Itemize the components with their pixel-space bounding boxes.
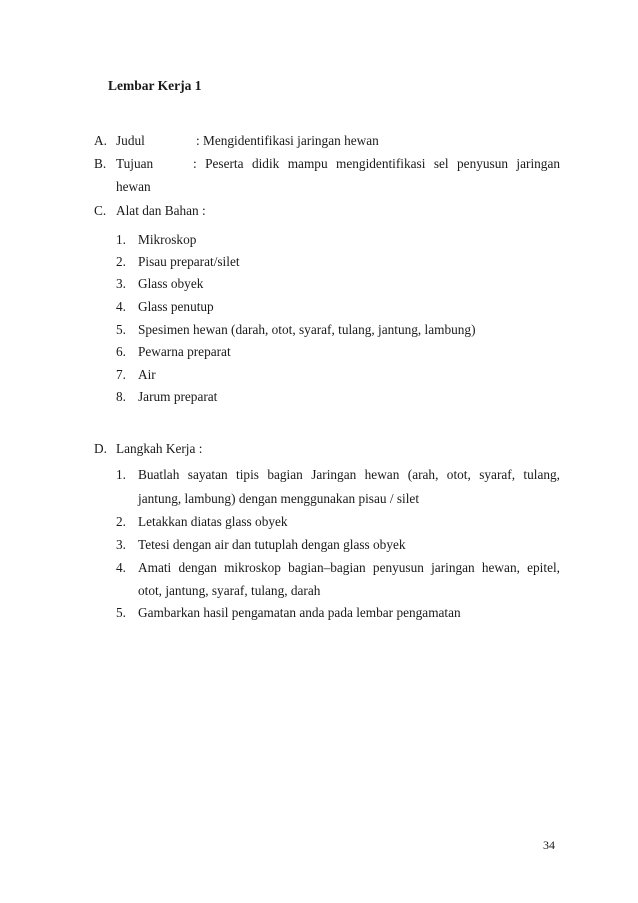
list-item: Glass penutup (138, 299, 214, 314)
list-item-number: 1. (116, 232, 126, 247)
list-item-number: 5. (116, 322, 126, 337)
list-item-number: 7. (116, 367, 126, 382)
section-c-label: Alat dan Bahan : (116, 203, 206, 218)
list-item: Air (138, 367, 156, 382)
section-a-letter: A. (94, 133, 107, 148)
worksheet-title: Lembar Kerja 1 (108, 78, 202, 93)
section-b-letter: B. (94, 156, 107, 171)
list-item-number: 4. (116, 299, 126, 314)
section-d-label: Langkah Kerja : (116, 441, 203, 456)
step-text-line1: Letakkan diatas glass obyek (138, 514, 288, 529)
page-number: 34 (543, 838, 555, 852)
step-text-line2: otot, jantung, syaraf, tulang, darah (138, 583, 321, 598)
step-number: 1. (116, 467, 126, 482)
section-c-letter: C. (94, 203, 107, 218)
section-d-letter: D. (94, 441, 107, 456)
list-item: Pewarna preparat (138, 344, 231, 359)
step-text-line2: jantung, lambung) dengan menggunakan pisau / silet (138, 491, 420, 506)
step-number: 2. (116, 514, 126, 529)
step-text-line1: Amati dengan mikroskop bagian–bagian penyusun jaringan hewan, epitel, (138, 560, 560, 575)
step-text-line1: Tetesi dengan air dan tutuplah dengan glass obyek (138, 537, 406, 552)
list-item: Pisau preparat/silet (138, 254, 240, 269)
step-text-line1: Buatlah sayatan tipis bagian Jaringan hewan (arah, otot, syaraf, tulang, (138, 467, 560, 482)
list-item-number: 2. (116, 254, 126, 269)
list-item-number: 6. (116, 344, 126, 359)
section-b-text-line2: hewan (116, 179, 151, 194)
list-item: Jarum preparat (138, 389, 218, 404)
list-item: Spesimen hewan (darah, otot, syaraf, tulang, jantung, lambung) (138, 322, 476, 337)
list-item-number: 8. (116, 389, 126, 404)
step-number: 5. (116, 605, 126, 620)
section-a-label: Judul (116, 133, 145, 148)
step-text-line1: Gambarkan hasil pengamatan anda pada lembar pengamatan (138, 605, 461, 620)
list-item-number: 3. (116, 276, 126, 291)
step-number: 3. (116, 537, 126, 552)
list-item: Glass obyek (138, 276, 204, 291)
section-b-text-line1: : Peserta didik mampu mengidentifikasi sel penyusun jaringan (193, 156, 560, 171)
section-b-label: Tujuan (116, 156, 154, 171)
section-a-text: : Mengidentifikasi jaringan hewan (196, 133, 379, 148)
list-item: Mikroskop (138, 232, 197, 247)
step-number: 4. (116, 560, 126, 575)
